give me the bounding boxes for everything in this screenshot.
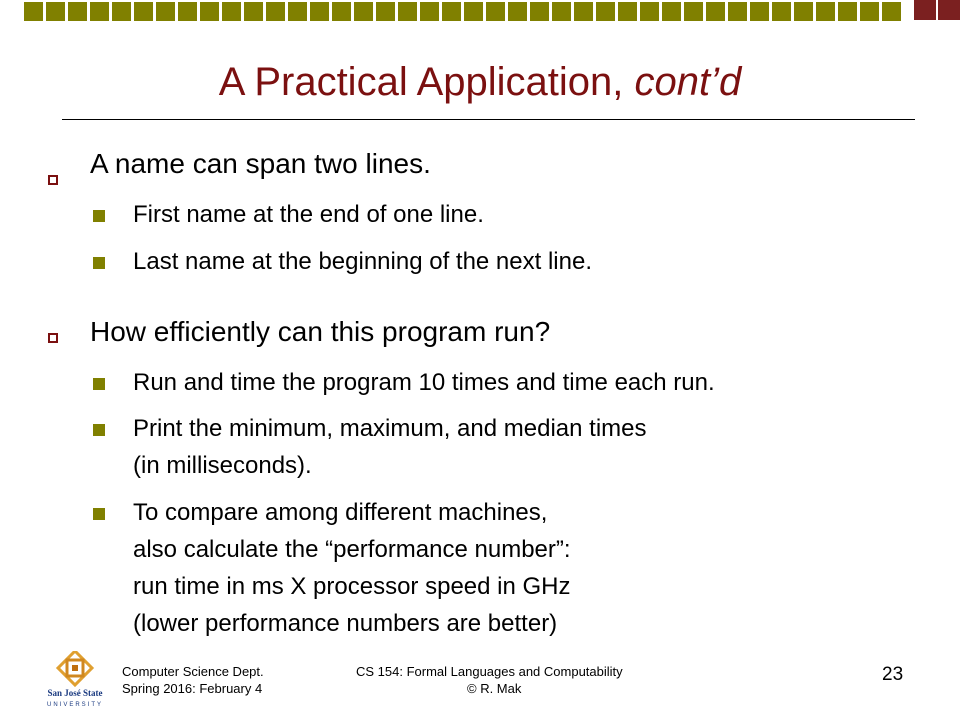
square-bullet-icon bbox=[93, 378, 105, 390]
top-bar-cell bbox=[486, 2, 505, 21]
top-bar-cell bbox=[882, 2, 901, 21]
bullet-level2: Last name at the beginning of the next line. bbox=[133, 248, 592, 275]
top-bar-cell bbox=[464, 2, 483, 21]
square-bullet-icon bbox=[93, 257, 105, 269]
top-bar-cell bbox=[24, 2, 43, 21]
top-bar-cell bbox=[200, 2, 219, 21]
top-bar-cell bbox=[750, 2, 769, 21]
footer-course: CS 154: Formal Languages and Computability bbox=[356, 664, 623, 679]
corner-block-side bbox=[938, 0, 960, 20]
top-bar-cell bbox=[618, 2, 637, 21]
footer-dept: Computer Science Dept. bbox=[122, 664, 264, 679]
logo-sub: UNIVERSITY bbox=[46, 702, 104, 708]
top-bar-cell bbox=[222, 2, 241, 21]
top-bar-cell bbox=[420, 2, 439, 21]
top-bar-cell bbox=[816, 2, 835, 21]
top-bar-cell bbox=[354, 2, 373, 21]
top-bar-cell bbox=[552, 2, 571, 21]
footer-term: Spring 2016: February 4 bbox=[122, 681, 263, 696]
bullet-level2-continuation: also calculate the “performance number”: bbox=[133, 536, 571, 563]
logo-name: San José State bbox=[47, 688, 103, 698]
top-bar-cell bbox=[442, 2, 461, 21]
top-bar-cell bbox=[684, 2, 703, 21]
hollow-square-bullet-icon bbox=[48, 175, 58, 185]
top-bar-cell bbox=[706, 2, 725, 21]
top-bar-cell bbox=[310, 2, 329, 21]
bullet-level2: First name at the end of one line. bbox=[133, 201, 484, 228]
bullet-level1: A name can span two lines. bbox=[90, 148, 431, 179]
bullet-level2-continuation: (lower performance numbers are better) bbox=[133, 610, 558, 637]
slide-title-italic: cont’d bbox=[634, 60, 742, 104]
top-decoration-bar bbox=[24, 0, 912, 25]
top-bar-cell bbox=[376, 2, 395, 21]
top-bar-cell bbox=[860, 2, 879, 21]
top-bar-cell bbox=[640, 2, 659, 21]
bullet-level2-continuation: (in milliseconds). bbox=[133, 452, 312, 479]
top-bar-cell bbox=[68, 2, 87, 21]
top-bar-cell bbox=[530, 2, 549, 21]
top-bar-cell bbox=[266, 2, 285, 21]
top-bar-cell bbox=[134, 2, 153, 21]
slide-title-main: A Practical Application, bbox=[218, 60, 635, 104]
top-bar-cell bbox=[772, 2, 791, 21]
top-bar-cell bbox=[332, 2, 351, 21]
top-bar-cell bbox=[662, 2, 681, 21]
bullet-level2: To compare among different machines, bbox=[133, 499, 548, 526]
top-bar-cell bbox=[46, 2, 65, 21]
square-bullet-icon bbox=[93, 210, 105, 222]
top-bar-cell bbox=[244, 2, 263, 21]
square-bullet-icon bbox=[93, 424, 105, 436]
page-number: 23 bbox=[882, 664, 904, 685]
top-bar-cell bbox=[112, 2, 131, 21]
top-bar-cell bbox=[574, 2, 593, 21]
top-bar-cell bbox=[728, 2, 747, 21]
bullet-level2-continuation: run time in ms X processor speed in GHz bbox=[133, 573, 571, 600]
top-bar-cell bbox=[288, 2, 307, 21]
bullet-level1: How efficiently can this program run? bbox=[90, 316, 551, 347]
university-logo bbox=[44, 651, 106, 709]
bullet-level2: Print the minimum, maximum, and median times bbox=[133, 415, 647, 442]
bullet-level2: Run and time the program 10 times and time each run. bbox=[133, 369, 715, 396]
top-bar-cell bbox=[156, 2, 175, 21]
hollow-square-bullet-icon bbox=[48, 333, 58, 343]
top-bar-cell bbox=[794, 2, 813, 21]
slide-title bbox=[0, 58, 960, 106]
top-bar-cell bbox=[90, 2, 109, 21]
top-bar-cell bbox=[838, 2, 857, 21]
title-underline bbox=[62, 119, 915, 120]
footer-author: © R. Mak bbox=[467, 681, 522, 696]
top-bar-cell bbox=[178, 2, 197, 21]
top-bar-cell bbox=[596, 2, 615, 21]
top-bar-cell bbox=[508, 2, 527, 21]
square-bullet-icon bbox=[93, 508, 105, 520]
top-bar-cell bbox=[398, 2, 417, 21]
corner-block-top bbox=[914, 0, 936, 20]
